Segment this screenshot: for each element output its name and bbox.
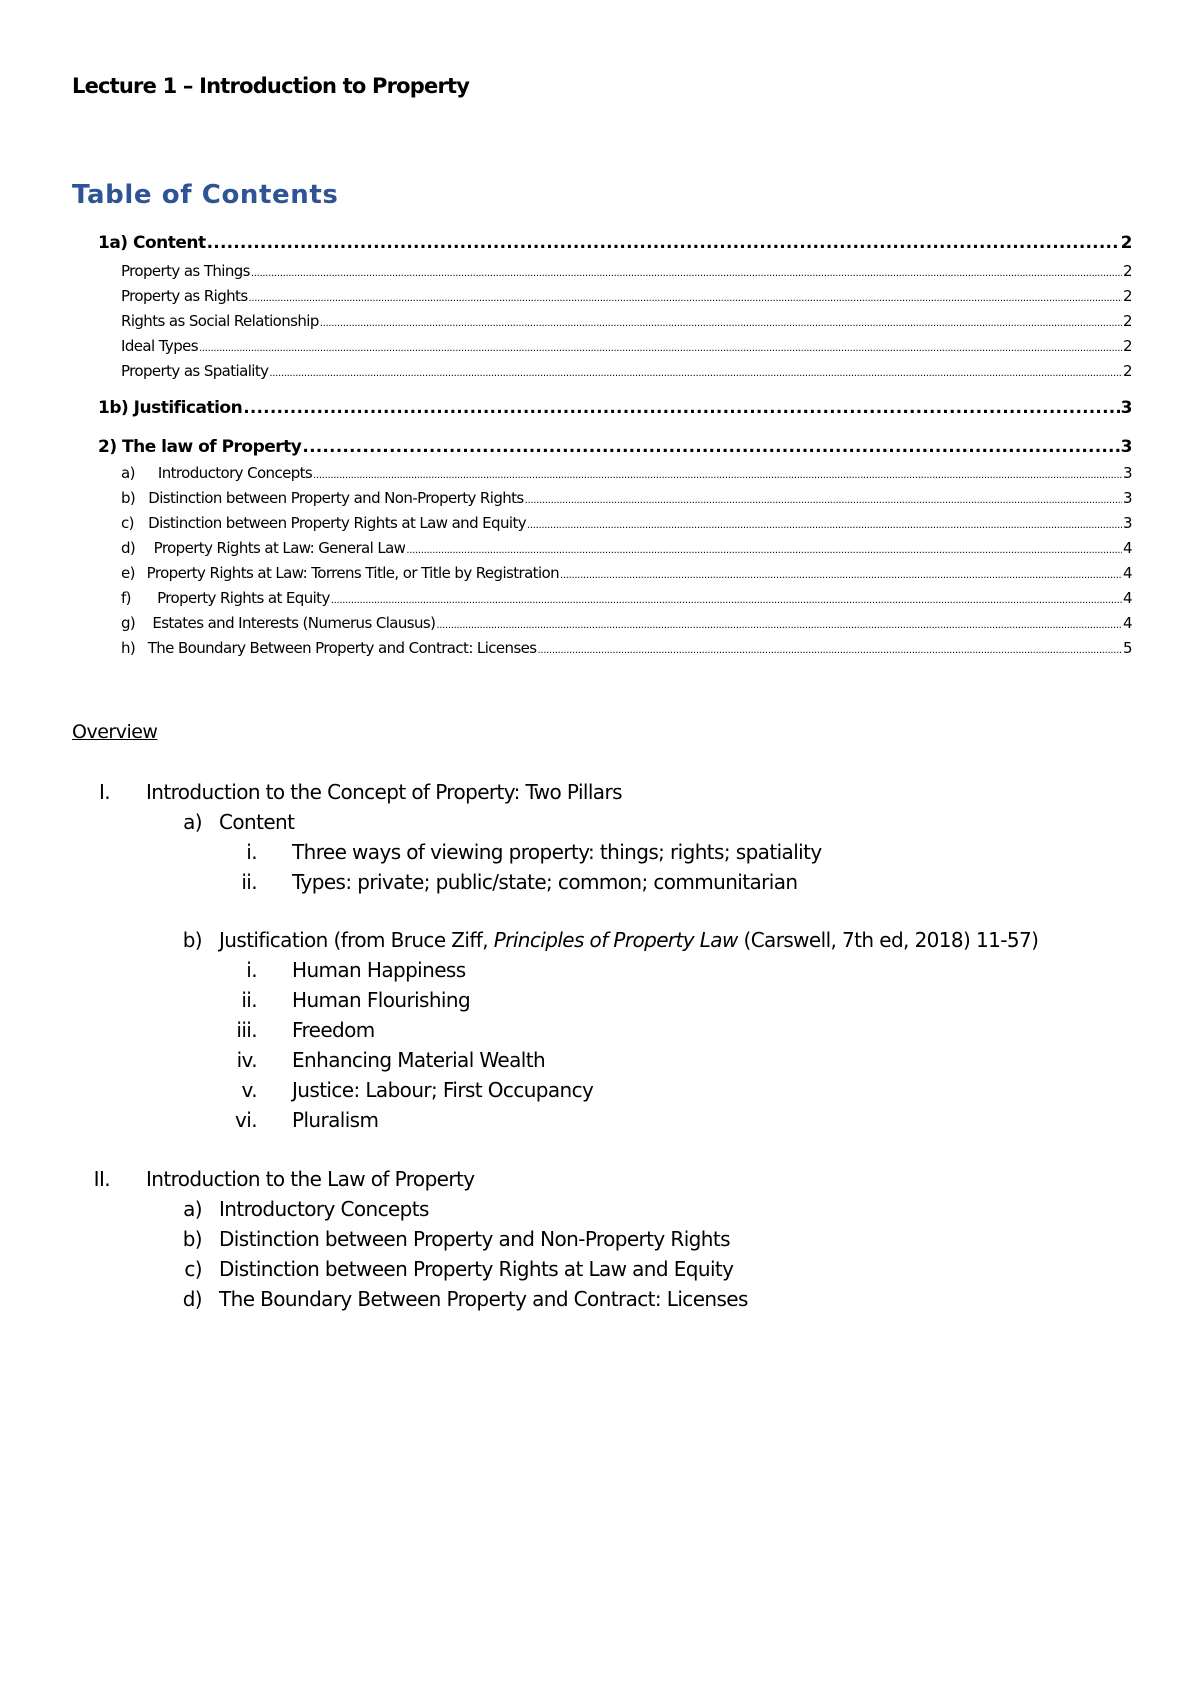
toc-page-number: 4 <box>1123 614 1132 632</box>
outline-number: I. <box>98 780 110 804</box>
toc-entry[interactable] <box>121 514 1132 532</box>
toc-entry[interactable] <box>121 262 1132 280</box>
outline-text: Pluralism <box>292 1108 379 1132</box>
toc-leader-dots <box>249 293 1123 304</box>
outline-number: iii. <box>236 1018 257 1042</box>
toc-leader-dots <box>525 495 1122 506</box>
outline-number: b) <box>182 928 202 952</box>
toc-leader-dots <box>243 398 1119 418</box>
outline-number: ii. <box>241 988 257 1012</box>
outline-text: Distinction between Property Rights at Law and Equity <box>219 1257 734 1281</box>
toc-entry[interactable] <box>121 589 1132 607</box>
toc-entry[interactable] <box>121 362 1132 380</box>
outline-number: a) <box>183 810 202 834</box>
toc-entry[interactable] <box>98 398 1132 418</box>
toc-page-number: 2 <box>1123 337 1132 355</box>
toc-page-number: 3 <box>1120 437 1132 457</box>
outline-text: Enhancing Material Wealth <box>292 1048 546 1072</box>
toc-entry-label: Introductory Concepts <box>157 464 313 482</box>
toc-entry-label: Property as Rights <box>121 287 248 305</box>
outline-number: v. <box>241 1078 257 1102</box>
toc-entry[interactable] <box>121 639 1132 657</box>
toc-leader-dots <box>527 520 1122 531</box>
toc-entry[interactable] <box>121 564 1132 582</box>
outline-text: Introduction to the Law of Property <box>146 1167 475 1191</box>
toc-entry-label: 1b) Justification <box>98 398 243 418</box>
outline-number: i. <box>246 840 257 864</box>
toc-entry[interactable] <box>98 437 1132 457</box>
outline-text-part: Justification (from Bruce Ziff, <box>219 928 494 952</box>
toc-leader-dots <box>302 437 1119 457</box>
toc-page-number: 3 <box>1123 489 1132 507</box>
toc-page-number: 2 <box>1123 262 1132 280</box>
toc-entry-number: e) <box>121 564 135 582</box>
toc-leader-dots <box>269 368 1122 379</box>
toc-entry-label: Distinction between Property Rights at Law and Equity <box>148 514 527 532</box>
outline-text: Introduction to the Concept of Property: Two Pillars <box>146 780 622 804</box>
toc-leader-dots <box>560 570 1122 581</box>
toc-page-number: 3 <box>1123 464 1132 482</box>
toc-entry-label: Rights as Social Relationship <box>121 312 319 330</box>
overview-heading: Overview <box>72 721 158 743</box>
toc-leader-dots <box>251 268 1122 279</box>
toc-entry[interactable] <box>121 464 1132 482</box>
toc-entry-label: The Boundary Between Property and Contract: Licenses <box>147 639 537 657</box>
toc-entry-label: Property Rights at Equity <box>157 589 330 607</box>
toc-page-number: 4 <box>1123 589 1132 607</box>
toc-page-number: 2 <box>1123 287 1132 305</box>
outline-text: The Boundary Between Property and Contract: Licenses <box>219 1287 748 1311</box>
toc-entry-label: Property Rights at Law: Torrens Title, or Title by Registration <box>146 564 560 582</box>
toc-entry[interactable] <box>121 337 1132 355</box>
toc-page-number: 2 <box>1123 362 1132 380</box>
toc-entry-number: b) <box>121 489 136 507</box>
outline-text: Human Happiness <box>292 958 466 982</box>
toc-entry-number: h) <box>121 639 136 657</box>
toc-page-number: 5 <box>1123 639 1132 657</box>
toc-page-number: 3 <box>1120 398 1132 418</box>
toc-entry[interactable] <box>121 312 1132 330</box>
toc-page-number: 4 <box>1123 564 1132 582</box>
toc-entry[interactable] <box>121 287 1132 305</box>
outline-number: d) <box>182 1287 202 1311</box>
toc-entry-label: 1a) Content <box>98 233 206 253</box>
toc-leader-dots <box>436 620 1122 631</box>
toc-entry-number: c) <box>121 514 134 532</box>
toc-entry-label: 2) The law of Property <box>98 437 302 457</box>
outline-number: a) <box>183 1197 202 1221</box>
outline-text: Justice: Labour; First Occupancy <box>292 1078 594 1102</box>
toc-leader-dots <box>320 318 1122 329</box>
outline-text: Introductory Concepts <box>219 1197 429 1221</box>
outline-number: ii. <box>241 870 257 894</box>
document-title: Lecture 1 – Introduction to Property <box>72 74 470 98</box>
toc-entry-label: Distinction between Property and Non-Property Rights <box>148 489 524 507</box>
outline-text: Three ways of viewing property: things; rights; spatiality <box>292 840 822 864</box>
toc-leader-dots <box>207 233 1120 253</box>
toc-entry-label: Estates and Interests (Numerus Clausus) <box>152 614 436 632</box>
toc-page-number: 2 <box>1123 312 1132 330</box>
outline-text-part: (Carswell, 7th ed, 2018) 11-57) <box>737 928 1039 952</box>
toc-leader-dots <box>331 595 1122 606</box>
outline-text: Distinction between Property and Non-Property Rights <box>219 1227 730 1251</box>
outline-number: i. <box>246 958 257 982</box>
outline-text: Content <box>219 810 295 834</box>
toc-entry-label: Ideal Types <box>121 337 198 355</box>
toc-entry-label: Property as Spatiality <box>121 362 269 380</box>
outline-number: II. <box>93 1167 110 1191</box>
toc-page-number: 4 <box>1123 539 1132 557</box>
outline-number: b) <box>182 1227 202 1251</box>
outline-text <box>219 928 1038 952</box>
toc-entry-label: Property as Things <box>121 262 250 280</box>
toc-entry[interactable] <box>121 539 1132 557</box>
toc-heading: Table of Contents <box>72 180 339 210</box>
toc-page-number: 2 <box>1120 233 1132 253</box>
outline-text: Human Flourishing <box>292 988 471 1012</box>
toc-entry[interactable] <box>121 489 1132 507</box>
toc-page-number: 3 <box>1123 514 1132 532</box>
outline-text: Types: private; public/state; common; communitarian <box>292 870 798 894</box>
outline-number: iv. <box>236 1048 257 1072</box>
toc-entry[interactable] <box>98 233 1132 253</box>
outline-number: vi. <box>235 1108 257 1132</box>
toc-entry[interactable] <box>121 614 1132 632</box>
toc-entry-number: g) <box>121 614 136 632</box>
toc-entry-number: f) <box>121 589 131 607</box>
toc-leader-dots <box>538 645 1123 656</box>
toc-entry-label: Property Rights at Law: General Law <box>153 539 406 557</box>
toc-leader-dots <box>406 545 1122 556</box>
toc-entry-number: a) <box>121 464 135 482</box>
outline-number: c) <box>184 1257 202 1281</box>
toc-leader-dots <box>199 343 1122 354</box>
book-title: Principles of Property Law <box>493 928 738 952</box>
toc-leader-dots <box>313 470 1122 481</box>
toc-entry-number: d) <box>121 539 136 557</box>
outline-text: Freedom <box>292 1018 375 1042</box>
